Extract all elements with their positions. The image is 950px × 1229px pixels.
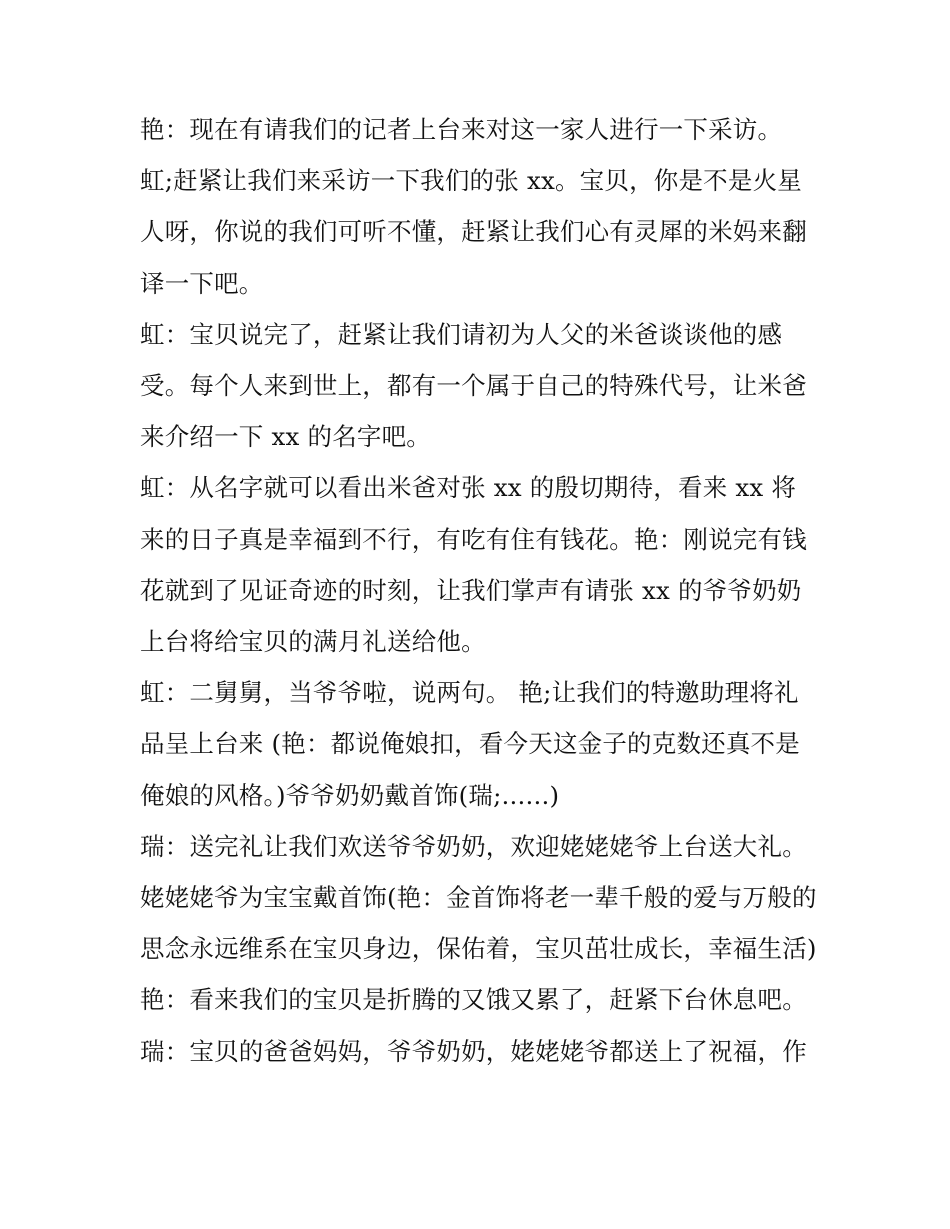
paragraph: 虹：二舅舅，当爷爷啦，说两句。 艳;让我们的特邀助理将礼品呈上台来 (艳：都说俺娘扣，看今天这金子的克数还真不是俺娘的风格。)爷爷奶奶戴首饰(瑞;......) bbox=[140, 678, 800, 810]
paragraph: 虹：从名字就可以看出米爸对张 xx 的殷切期待，看来 xx 将来的日子真是幸福到不行，有吃有住有钱花。艳：刚说完有钱花就到了见证奇迹的时刻，让我们掌声有请张 xx 的爷爷奶奶上台将给宝贝的满月礼送给他。 bbox=[140, 473, 807, 657]
document-body bbox=[140, 104, 820, 1077]
paragraph: 虹：宝贝说完了，赶紧让我们请初为人父的米爸谈谈他的感受。每个人来到世上，都有一个属于自己的特殊代号，让米爸来介绍一下 xx 的名字吧。 bbox=[140, 319, 807, 452]
paragraph: 瑞：宝贝的爸爸妈妈，爷爷奶奶，姥姥姥爷都送上了祝福，作 bbox=[140, 1036, 807, 1066]
paragraph: 艳：看来我们的宝贝是折腾的又饿又累了，赶紧下台休息吧。 bbox=[140, 985, 807, 1015]
paragraph: 虹;赶紧让我们来采访一下我们的张 xx。宝贝，你是不是火星人呀，你说的我们可听不懂，赶紧让我们心有灵犀的米妈来翻译一下吧。 bbox=[140, 166, 807, 298]
paragraph: 瑞：送完礼让我们欢送爷爷奶奶，欢迎姥姥姥爷上台送大礼。姥姥姥爷为宝宝戴首饰(艳：金首饰将老一辈千般的爱与万般的思念永远维系在宝贝身边，保佑着，宝贝茁壮成长，幸福生活) bbox=[140, 831, 817, 964]
paragraph: 艳：现在有请我们的记者上台来对这一家人进行一下采访。 bbox=[140, 115, 783, 144]
